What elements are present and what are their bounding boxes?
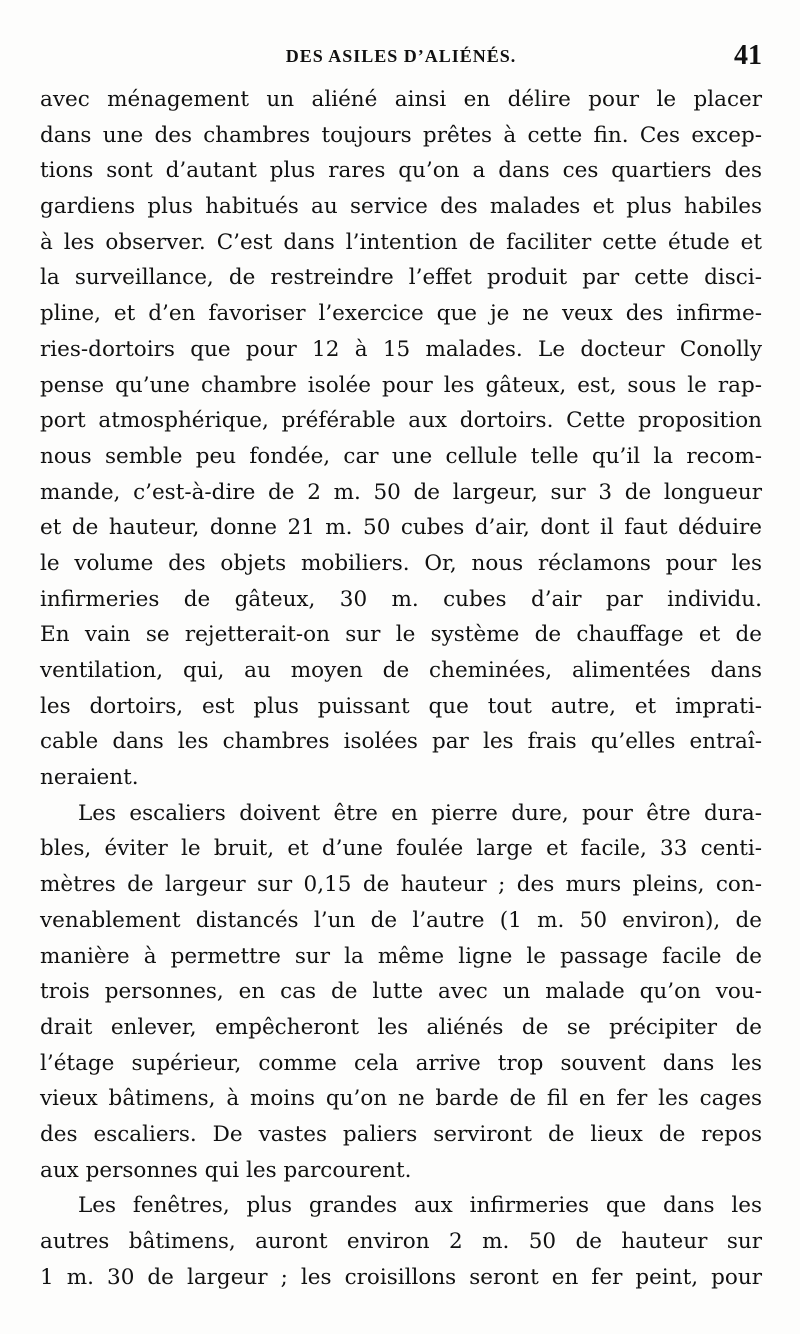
text-line: l’étage supérieur, comme cela arrive trop souvent dans les — [40, 1050, 762, 1076]
text-line: dans une des chambres toujours prêtes à cette fin. Ces excep- — [40, 122, 762, 148]
text-line: 1 m. 30 de largeur ; les croisillons seront en fer peint, pour — [40, 1264, 762, 1290]
text-line: manière à permettre sur la même ligne le passage facile de — [40, 943, 762, 969]
text-line: gardiens plus habitués au service des malades et plus habiles — [40, 194, 762, 220]
text-line: Les escaliers doivent être en pierre dure, pour être dura- — [78, 800, 762, 826]
text-line: le volume des objets mobiliers. Or, nous réclamons pour les — [40, 550, 762, 576]
body-text — [40, 82, 762, 1295]
text-line: trois personnes, en cas de lutte avec un malade qu’on vou- — [40, 979, 762, 1005]
text-line: les dortoirs, est plus puissant que tout autre, et imprati- — [40, 693, 762, 719]
text-line: Les fenêtres, plus grandes aux infirmeries que dans les — [78, 1193, 762, 1219]
text-line: mètres de largeur sur 0,15 de hauteur ; des murs pleins, con- — [40, 872, 762, 898]
text-line: venablement distancés l’un de l’autre (1 m. 50 environ), de — [40, 907, 762, 933]
text-line: vieux bâtimens, à moins qu’on ne barde de fil en fer les cages — [40, 1086, 762, 1112]
text-line: à les observer. C’est dans l’intention de faciliter cette étude et — [40, 229, 762, 255]
text-line: neraient. — [40, 765, 139, 791]
text-line: bles, éviter le bruit, et d’une foulée large et facile, 33 centi- — [40, 836, 762, 862]
text-line: autres bâtimens, auront environ 2 m. 50 de hauteur sur — [40, 1229, 762, 1254]
text-line: des escaliers. De vastes paliers serviront de lieux de repos — [40, 1121, 762, 1147]
text-line: drait enlever, empêcheront les aliénés de se précipiter de — [40, 1014, 762, 1040]
page-number: 41 — [734, 40, 762, 71]
text-line: ventilation, qui, au moyen de cheminées, alimentées dans — [40, 658, 762, 683]
text-line: infirmeries de gâteux, 30 m. cubes d’air par individu. — [40, 586, 762, 612]
text-line: pline, et d’en favoriser l’exercice que je ne veux des infirme- — [40, 301, 762, 327]
text-line: En vain se rejetterait-on sur le système de chauffage et de — [40, 622, 762, 648]
text-line: ries-dortoirs que pour 12 à 15 malades. Le docteur Conolly — [40, 336, 762, 362]
paragraph-3 — [40, 1188, 762, 1295]
paragraph-1 — [40, 82, 762, 796]
text-line: tions sont d’autant plus rares qu’on a dans ces quartiers des — [40, 158, 762, 184]
text-line: nous semble peu fondée, car une cellule telle qu’il la recom- — [40, 443, 762, 469]
text-line: avec ménagement un aliéné ainsi en délire pour le placer — [40, 87, 762, 112]
text-line: aux personnes qui les parcourent. — [40, 1157, 412, 1183]
text-line: mande, c’est-à-dire de 2 m. 50 de largeur, sur 3 de longueur — [40, 479, 762, 505]
text-line: la surveillance, de restreindre l’effet produit par cette disci- — [40, 265, 762, 291]
text-line: pense qu’une chambre isolée pour les gâteux, est, sous le rap- — [40, 372, 762, 398]
running-head — [40, 38, 762, 78]
text-line: port atmosphérique, préférable aux dortoirs. Cette proposition — [40, 408, 762, 434]
text-line: cable dans les chambres isolées par les frais qu’elles entraî- — [40, 729, 762, 755]
text-line: et de hauteur, donne 21 m. 50 cubes d’air, dont il faut déduire — [40, 515, 762, 541]
paragraph-2 — [40, 796, 762, 1189]
running-title: DES ASILES D’ALIÉNÉS. — [285, 46, 517, 66]
